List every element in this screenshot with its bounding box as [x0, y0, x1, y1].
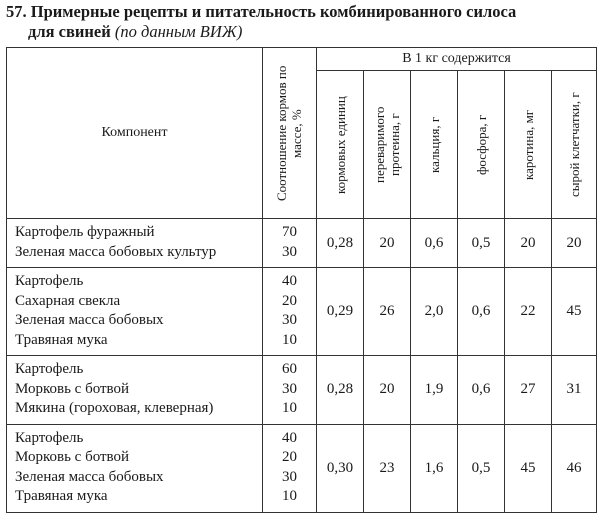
ratio-list: [263, 268, 317, 356]
nutrient-value: 20: [364, 219, 411, 268]
nutrient-value: 45: [552, 268, 597, 356]
ratio-value: 20: [282, 292, 297, 309]
nutrient-value: 0,5: [458, 424, 505, 512]
caption-line-2: [6, 22, 596, 42]
silage-recipes-table: [6, 47, 597, 513]
ratio-header-text: Соотношение кормов по массе, %: [273, 65, 304, 201]
caption-line-1: 57. Примерные рецепты и питательность комбинированного силоса: [6, 2, 517, 21]
component-name: Зеленая масса бобовых: [15, 312, 164, 328]
table-caption: [6, 2, 596, 42]
component-list: [7, 219, 263, 268]
ratio-value: 30: [282, 468, 297, 485]
component-name: Травяная мука: [15, 488, 108, 504]
nutrient-value: 0,28: [317, 356, 364, 425]
ratio-value: 70: [282, 224, 297, 240]
ratio-value: 40: [282, 273, 297, 289]
ratio-list: [263, 356, 317, 425]
ratio-value: 30: [282, 243, 297, 260]
ratio-list: [263, 424, 317, 512]
column-header: [364, 71, 411, 219]
component-list: [7, 356, 263, 425]
ratio-list: [263, 219, 317, 268]
ratio-value: 10: [282, 331, 297, 348]
nutrient-value: 46: [552, 424, 597, 512]
nutrient-value: 20: [505, 219, 552, 268]
group-header: В 1 кг содержится: [317, 48, 597, 71]
ratio-value: 60: [282, 361, 297, 377]
nutrient-value: 45: [505, 424, 552, 512]
ratio-value: 20: [282, 449, 297, 465]
component-name: Морковь с ботвой: [15, 449, 130, 465]
nutrient-value: 31: [552, 356, 597, 425]
nutrient-value: 0,6: [458, 268, 505, 356]
ratio-value: 30: [282, 312, 297, 328]
component-name: Картофель: [15, 429, 84, 446]
component-list: [7, 268, 263, 356]
column-header-text: кормовых единиц: [332, 95, 348, 194]
nutrient-value: 26: [364, 268, 411, 356]
nutrient-value: 1,9: [411, 356, 458, 425]
column-header-text: сырой клетчатки, г: [566, 92, 582, 197]
component-name: Сахарная свекла: [15, 292, 121, 309]
component-header: Компонент: [7, 48, 263, 219]
component-name: Картофель: [15, 361, 84, 377]
column-header-text: фосфора, г: [473, 114, 489, 175]
component-list: [7, 424, 263, 512]
nutrient-value: 22: [505, 268, 552, 356]
recipe-row: [7, 356, 597, 425]
nutrient-value: 23: [364, 424, 411, 512]
recipe-row: [7, 424, 597, 512]
column-header-text: кальция, г: [426, 116, 442, 173]
ratio-value: 40: [282, 429, 297, 446]
column-header: [411, 71, 458, 219]
nutrient-value: 1,6: [411, 424, 458, 512]
nutrient-value: 27: [505, 356, 552, 425]
nutrient-value: 20: [364, 356, 411, 425]
column-header-text: переваримого протеина, г: [372, 106, 402, 183]
nutrient-value: 0,28: [317, 219, 364, 268]
ratio-header: [263, 48, 317, 219]
header-row-1: [7, 48, 597, 71]
ratio-value: 10: [282, 488, 297, 504]
nutrient-value: 0,6: [411, 219, 458, 268]
ratio-value: 30: [282, 380, 297, 397]
component-name: Картофель: [15, 273, 84, 289]
component-name: Зеленая масса бобовых культур: [15, 243, 217, 260]
caption-line-2-text: для свиней: [28, 22, 111, 41]
component-name: Травяная мука: [15, 331, 108, 348]
component-name: Мякина (гороховая, клеверная): [15, 400, 214, 416]
caption-source: (по данным ВИЖ): [114, 22, 243, 41]
recipe-row: [7, 219, 597, 268]
nutrient-value: 0,6: [458, 356, 505, 425]
nutrient-value: 2,0: [411, 268, 458, 356]
nutrient-value: 0,30: [317, 424, 364, 512]
column-header: [505, 71, 552, 219]
ratio-value: 10: [282, 400, 297, 416]
nutrient-value: 0,29: [317, 268, 364, 356]
nutrient-value: 0,5: [458, 219, 505, 268]
column-header: [552, 71, 597, 219]
component-name: Морковь с ботвой: [15, 380, 130, 397]
column-header: [317, 71, 364, 219]
nutrient-value: 20: [552, 219, 597, 268]
component-name: Картофель фуражный: [15, 224, 155, 240]
column-header: [458, 71, 505, 219]
component-name: Зеленая масса бобовых: [15, 468, 164, 485]
recipe-row: [7, 268, 597, 356]
column-header-text: каротина, мг: [520, 109, 536, 180]
